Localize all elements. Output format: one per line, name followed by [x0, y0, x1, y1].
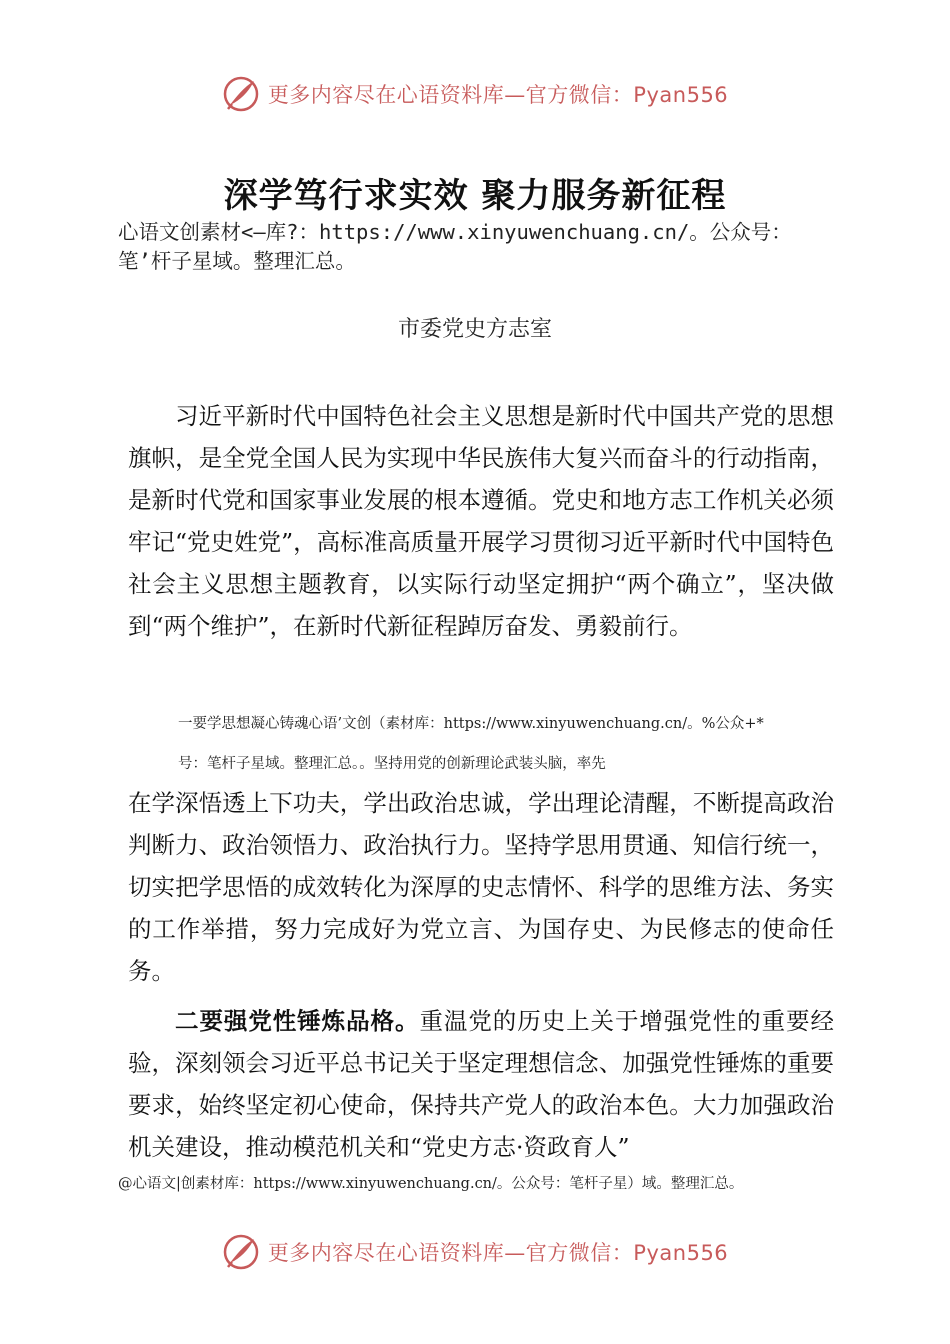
- banner-text: 更多内容尽在心语资料库—官方微信：Pyan556: [267, 83, 729, 107]
- section-heading-2: 二要强党性锤炼品格。: [175, 1007, 420, 1035]
- paragraph-study: 在学深悟透上下功夫，学出政治忠诚，学出理论清醒，不断提高政治判断力、政治领悟力、政治执行力。坚持学思用贯通、知信行统一，切实把学思悟的成效转化为深厚的史志情怀、科学的思维方法、务实的工作举措，努力完成好为党立言、为国存史、为民修志的使命任务。: [128, 789, 834, 985]
- source-note: 心语文创素材<—库?：https://www.xinyuwenchuang.cn/。公众号：笔’杆子星域。整理汇总。: [118, 220, 792, 273]
- paragraph-intro: 习近平新时代中国特色社会主义思想是新时代中国共产党的思想旗帜，是全党全国人民为实现中华民族伟大复兴而奋斗的行动指南，是新时代党和国家事业发展的根本遵循。党史和地方志工作机关必须牢记“党史姓党”，高标准高质量开展学习贯彻习近平新时代中国特色社会主义思想主题教育，以实际行动坚定拥护“两个确立”，坚决做到“两个维护”，在新时代新征程踔厉奋发、勇毅前行。: [128, 402, 834, 640]
- inline-note-line-2: 号：笔杆子星域。整理汇总。。坚持用党的创新理论武装头脑，率先: [178, 756, 606, 772]
- bottom-banner: [0, 1230, 950, 1274]
- author-line: 市委党史方志室: [397, 317, 552, 342]
- paragraph-party-spirit: [128, 1000, 834, 1168]
- banner-text: 更多内容尽在心语资料库—官方微信：Pyan556: [267, 1241, 729, 1265]
- quill-logo-icon: [222, 1233, 260, 1271]
- quill-logo-icon: [222, 75, 260, 113]
- paragraph-party-spirit-body: 重温党的历史上关于增强党性的重要经验，深刻领会习近平总书记关于坚定理想信念、加强党性锤炼的重要要求，始终坚定初心使命，保持共产党人的政治本色。大力加强政治机关建设，推动模范机关和“党史方志·资政育人”: [128, 1007, 835, 1161]
- top-banner: [0, 72, 950, 116]
- inline-note-line-1: 一要学思想凝心铸魂心语’文创（素材库：https://www.xinyuwenchuang.cn/。%公众+*: [178, 716, 764, 732]
- page-title: 深学笃行求实效 聚力服务新征程: [223, 176, 727, 216]
- footer-note: @心语文|创素材库：https://www.xinyuwenchuang.cn/。公众号：笔杆子星）域。整理汇总。: [118, 1176, 744, 1192]
